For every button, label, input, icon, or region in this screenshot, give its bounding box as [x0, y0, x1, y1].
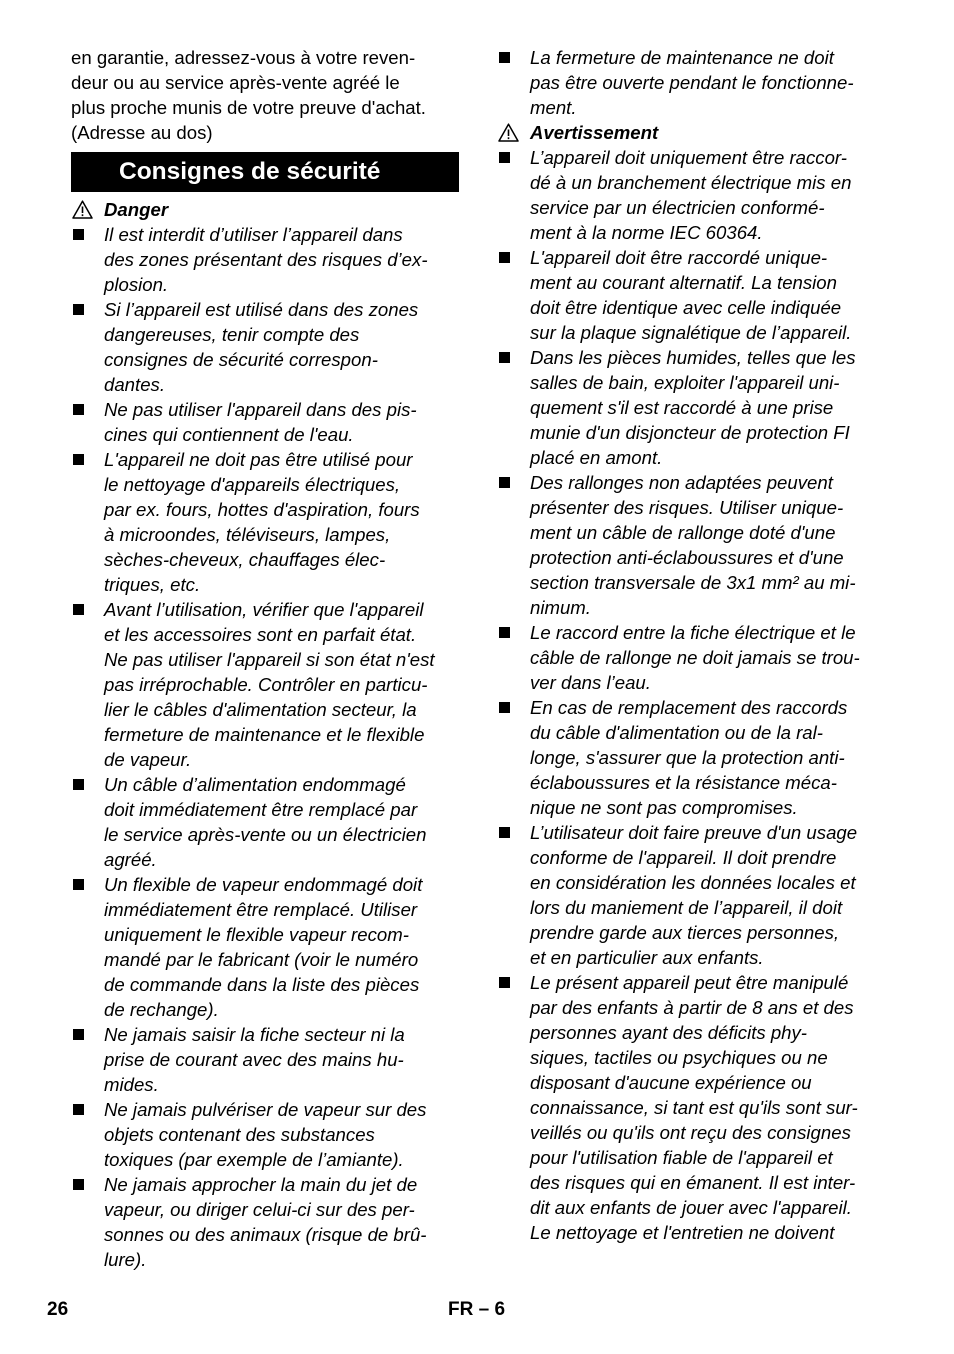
text-line: triques, etc. [104, 574, 201, 595]
text-line: L’utilisateur doit faire preuve d'un usage [530, 822, 858, 843]
text-line: en considération les données locales et [530, 872, 856, 893]
text-line: munie d'un disjoncteur de protection FI [530, 422, 850, 443]
text-line: du câble d'alimentation ou de la ral- [530, 722, 823, 743]
text-line: section transversale de 3x1 mm² au mi- [530, 572, 856, 593]
text-line: Le présent appareil peut être manipulé [530, 972, 849, 993]
text-line: En cas de remplacement des raccords [530, 697, 848, 718]
warning-label [497, 120, 889, 145]
list-item [497, 145, 889, 245]
square-bullet-icon [73, 1104, 84, 1115]
text-line: pas irréprochable. Contrôler en particu- [104, 674, 428, 695]
square-bullet-icon [73, 879, 84, 890]
right-column [497, 45, 889, 1245]
text-line: La fermeture de maintenance ne doit [530, 47, 834, 68]
square-bullet-icon [499, 52, 510, 63]
text-line: mandé par le fabricant (voir le numéro [104, 949, 419, 970]
text-line: de commande dans la liste des pièces [104, 974, 420, 995]
text-line: Dans les pièces humides, telles que les [530, 347, 856, 368]
text-line: Le nettoyage et l'entretien ne doivent [530, 1222, 835, 1243]
list-item [497, 45, 889, 120]
text-line: par ex. fours, hottes d'aspiration, fours [104, 499, 420, 520]
warning-label-text: Avertissement [530, 122, 659, 143]
text-line: Ne jamais saisir la fiche secteur ni la [104, 1024, 405, 1045]
text-line: toxiques (par exemple de l’amiante). [104, 1149, 404, 1170]
text-line: quement s'il est raccordé à une prise [530, 397, 834, 418]
warning-triangle-icon [498, 123, 519, 142]
text-line: dangereuses, tenir compte des [104, 324, 360, 345]
text-line: vapeur, ou diriger celui-ci sur des per- [104, 1199, 415, 1220]
text-line: lors du maniement de l’appareil, il doit [530, 897, 843, 918]
text-line: dit aux enfants de jouer avec l'appareil. [530, 1197, 852, 1218]
text-line: L’appareil doit uniquement être raccor- [530, 147, 847, 168]
list-item [497, 245, 889, 345]
list-item [71, 772, 461, 872]
text-line: ment. [530, 97, 577, 118]
danger-label-text: Danger [104, 199, 169, 220]
list-item [71, 872, 461, 1022]
text-line: de rechange). [104, 999, 219, 1020]
text-line: cines qui contiennent de l'eau. [104, 424, 354, 445]
intro-line: plus proche munis de votre preuve d'achat. [71, 97, 426, 118]
text-line: dé à un branchement électrique mis en [530, 172, 852, 193]
text-line: agréé. [104, 849, 157, 870]
list-item [71, 447, 461, 597]
list-item [71, 1172, 461, 1272]
text-line: Le raccord entre la fiche électrique et le [530, 622, 856, 643]
text-line: personnes ayant des déficits phy- [530, 1022, 807, 1043]
left-column [71, 45, 461, 1272]
square-bullet-icon [499, 477, 510, 488]
text-line: présenter des risques. Utiliser unique- [530, 497, 844, 518]
square-bullet-icon [499, 627, 510, 638]
text-line: disposant d'aucune expérience ou [530, 1072, 812, 1093]
square-bullet-icon [73, 779, 84, 790]
danger-list [71, 222, 461, 1272]
text-line: Ne jamais approcher la main du jet de [104, 1174, 418, 1195]
text-line: L'appareil ne doit pas être utilisé pour [104, 449, 413, 470]
text-line: ver dans l’eau. [530, 672, 651, 693]
text-line: objets contenant des substances [104, 1124, 375, 1145]
text-line: le nettoyage d'appareils électriques, [104, 474, 401, 495]
square-bullet-icon [73, 604, 84, 615]
list-item [71, 1022, 461, 1097]
text-line: siques, tactiles ou psychiques ou ne [530, 1047, 828, 1068]
text-line: sonnes ou des animaux (risque de brû- [104, 1224, 427, 1245]
square-bullet-icon [73, 1029, 84, 1040]
text-line: de vapeur. [104, 749, 192, 770]
square-bullet-icon [499, 152, 510, 163]
text-line: fermeture de maintenance et le flexible [104, 724, 425, 745]
list-item [497, 970, 889, 1245]
text-line: longe, s'assurer que la protection anti- [530, 747, 845, 768]
square-bullet-icon [499, 352, 510, 363]
section-page-label: FR – 6 [448, 1299, 506, 1320]
text-line: service par un électricien conformé- [530, 197, 825, 218]
text-line: Avant l’utilisation, vérifier que l'appareil [104, 599, 424, 620]
text-line: mides. [104, 1074, 159, 1095]
list-item [497, 345, 889, 470]
list-item [71, 222, 461, 297]
square-bullet-icon [73, 1179, 84, 1190]
page-number: 26 [47, 1299, 69, 1320]
square-bullet-icon [499, 977, 510, 988]
text-line: et en particulier aux enfants. [530, 947, 764, 968]
square-bullet-icon [499, 702, 510, 713]
text-line: protection anti-éclaboussures et d'une [530, 547, 844, 568]
warning-triangle-icon [72, 200, 93, 219]
list-item [71, 397, 461, 447]
maintenance-list [497, 45, 889, 120]
text-line: ment un câble de rallonge doté d'une [530, 522, 836, 543]
list-item [71, 1097, 461, 1172]
list-item [497, 820, 889, 970]
list-item [71, 597, 461, 772]
square-bullet-icon [73, 404, 84, 415]
text-line: nimum. [530, 597, 591, 618]
text-line: L'appareil doit être raccordé unique- [530, 247, 828, 268]
text-line: plosion. [104, 274, 169, 295]
text-line: Un câble d’alimentation endommagé [104, 774, 406, 795]
text-line: Ne pas utiliser l'appareil dans des pis- [104, 399, 417, 420]
text-line: prise de courant avec des mains hu- [104, 1049, 404, 1070]
text-line: sur la plaque signalétique de l’appareil. [530, 322, 852, 343]
text-line: Un flexible de vapeur endommagé doit [104, 874, 423, 895]
text-line: des zones présentant des risques d’ex- [104, 249, 428, 270]
list-item [497, 620, 889, 695]
text-line: et les accessoires sont en parfait état. [104, 624, 417, 645]
list-item [71, 297, 461, 397]
text-line: placé en amont. [530, 447, 663, 468]
square-bullet-icon [73, 229, 84, 240]
intro-line: deur ou au service après-vente agréé le [71, 72, 400, 93]
text-line: dantes. [104, 374, 165, 395]
text-line: câble de rallonge ne doit jamais se trou- [530, 647, 860, 668]
square-bullet-icon [73, 454, 84, 465]
text-line: Des rallonges non adaptées peuvent [530, 472, 833, 493]
text-line: pas être ouverte pendant le fonctionne- [530, 72, 854, 93]
text-line: prendre garde aux tierces personnes, [530, 922, 840, 943]
text-line: Si l’appareil est utilisé dans des zones [104, 299, 419, 320]
text-line: lure). [104, 1249, 147, 1270]
intro-line: en garantie, adressez-vous à votre reven- [71, 47, 416, 68]
text-line: nique ne sont pas compromises. [530, 797, 798, 818]
square-bullet-icon [499, 252, 510, 263]
text-line: Ne jamais pulvériser de vapeur sur des [104, 1099, 427, 1120]
text-line: doit immédiatement être remplacé par [104, 799, 418, 820]
section-heading: Consignes de sécurité [71, 152, 459, 192]
text-line: uniquement le flexible vapeur recom- [104, 924, 409, 945]
square-bullet-icon [73, 304, 84, 315]
danger-label [71, 197, 461, 222]
warning-list [497, 145, 889, 1245]
text-line: ment à la norme IEC 60364. [530, 222, 763, 243]
square-bullet-icon [499, 827, 510, 838]
text-line: connaissance, si tant est qu'ils sont sur- [530, 1097, 858, 1118]
text-line: à microondes, téléviseurs, lampes, [104, 524, 391, 545]
text-line: Il est interdit d’utiliser l’appareil dans [104, 224, 403, 245]
intro-line: (Adresse au dos) [71, 122, 213, 143]
text-line: doit être identique avec celle indiquée [530, 297, 842, 318]
text-line: immédiatement être remplacé. Utiliser [104, 899, 418, 920]
text-line: conforme de l'appareil. Il doit prendre [530, 847, 837, 868]
text-line: par des enfants à partir de 8 ans et des [530, 997, 854, 1018]
text-line: pour l'utilisation fiable de l'appareil et [530, 1147, 833, 1168]
text-line: sèches-cheveux, chauffages élec- [104, 549, 386, 570]
text-line: veillés ou qu'ils ont reçu des consignes [530, 1122, 851, 1143]
intro-paragraph [71, 45, 461, 145]
list-item [497, 470, 889, 620]
text-line: lier le câbles d'alimentation secteur, la [104, 699, 417, 720]
list-item [497, 695, 889, 820]
text-line: Ne pas utiliser l'appareil si son état n'est [104, 649, 435, 670]
text-line: des risques qui en émanent. Il est inter- [530, 1172, 856, 1193]
text-line: salles de bain, exploiter l'appareil uni- [530, 372, 840, 393]
text-line: le service après-vente ou un électricien [104, 824, 427, 845]
text-line: éclaboussures et la résistance méca- [530, 772, 837, 793]
text-line: consignes de sécurité correspon- [104, 349, 378, 370]
text-line: ment au courant alternatif. La tension [530, 272, 837, 293]
